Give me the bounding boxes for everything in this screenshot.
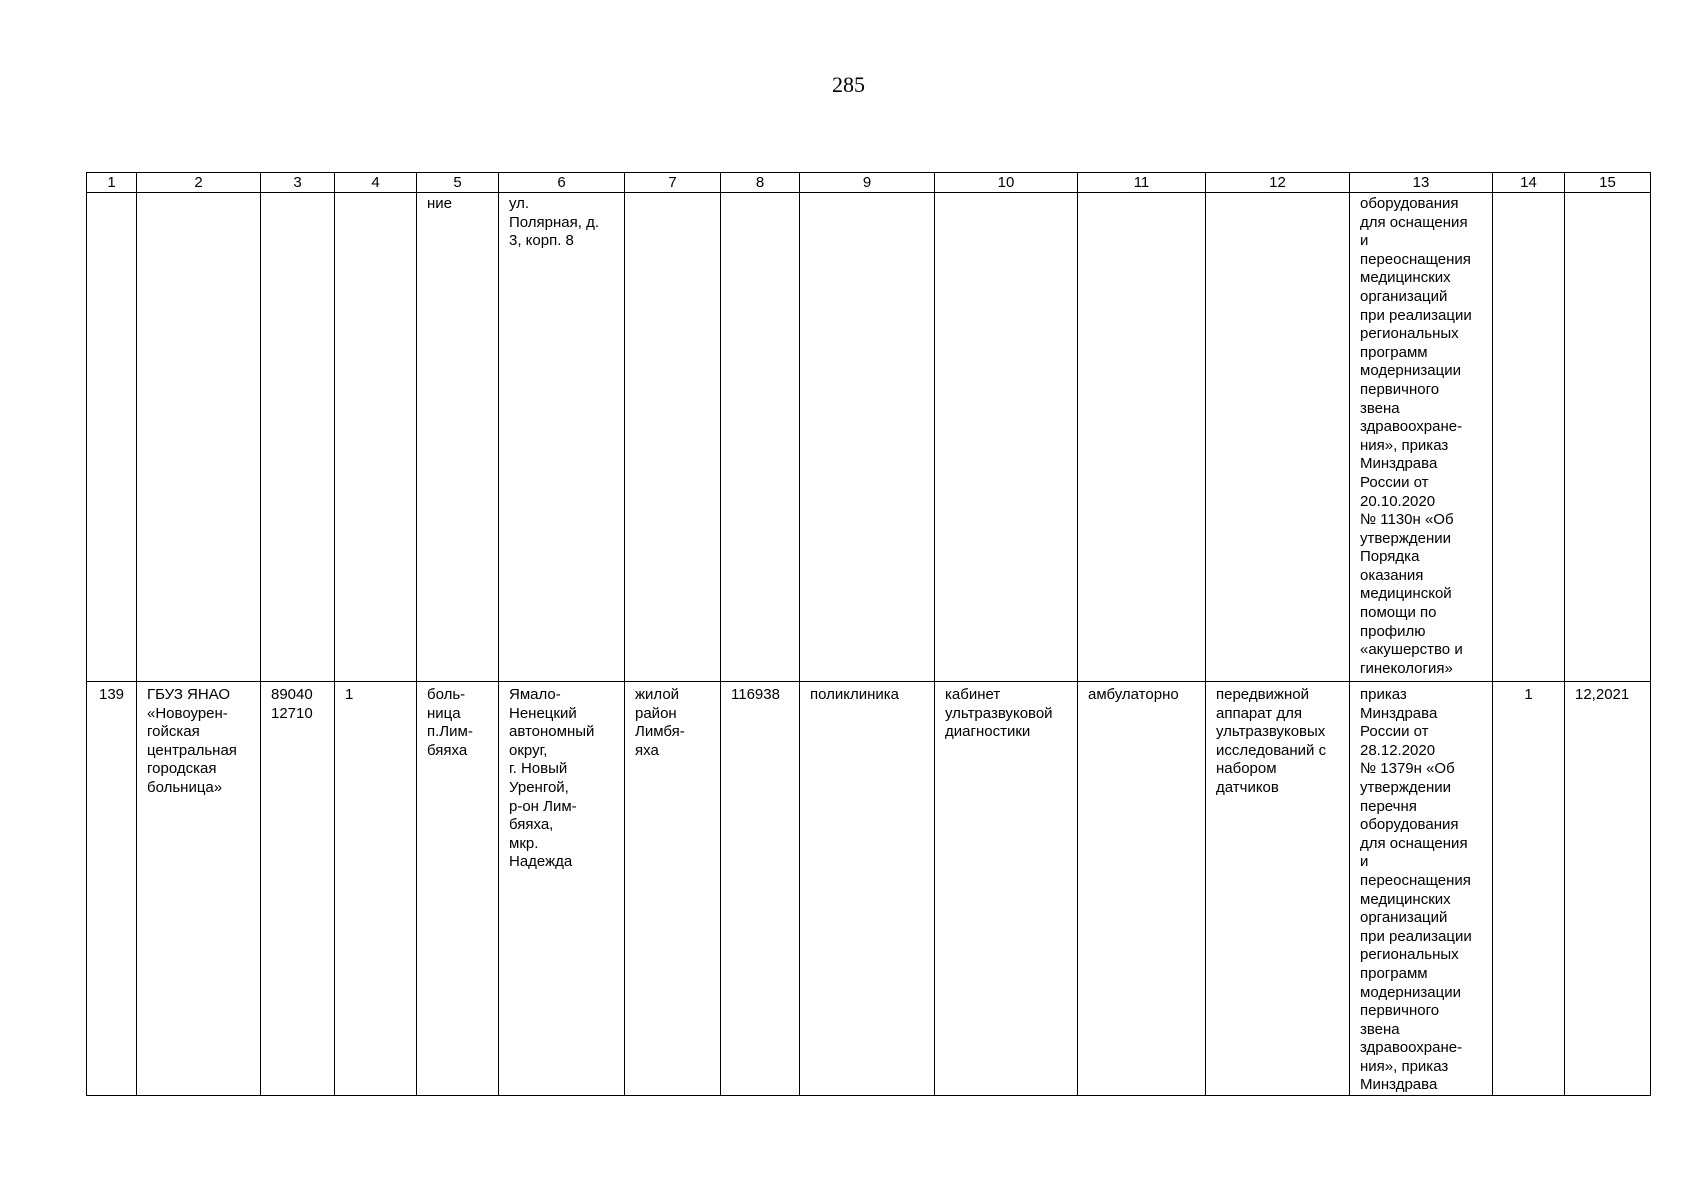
cell-text-line: р-он Лим- [509, 797, 577, 815]
cell-text-line: ГБУЗ ЯНАО [147, 686, 231, 703]
cell-text-line: для оснащения [1360, 834, 1468, 852]
cell-text-line: больница» [147, 778, 223, 796]
table-cell-col-5 [417, 682, 499, 1096]
cell-text-line: яха [635, 741, 659, 759]
cell-text-line: утверждении [1360, 529, 1452, 547]
cell-text-line: региональных [1360, 325, 1459, 343]
cell-text-line: кабинет [945, 686, 1001, 703]
cell-text-line: набором [1216, 760, 1277, 778]
column-number: 7 [625, 173, 721, 193]
cell-text-line: профилю [1360, 622, 1426, 640]
cell-text-line: «Новоурен- [147, 704, 228, 722]
cell-text-line: п.Лим- [427, 723, 473, 741]
table-cell-col-1 [87, 682, 137, 1096]
cell-text-line: 89040 [271, 686, 313, 703]
column-number: 1 [87, 173, 137, 193]
column-number: 9 [800, 173, 935, 193]
table-cell-col-13 [1350, 682, 1493, 1096]
table-cell-col-6 [499, 682, 625, 1096]
table-cell-col-7 [625, 682, 721, 1096]
cell-text-line: мкр. [509, 834, 539, 852]
column-number-row [87, 173, 1651, 193]
table-cell-col-14 [1493, 193, 1565, 682]
table-cell-col-12 [1206, 193, 1350, 682]
column-number: 5 [417, 173, 499, 193]
cell-text-line: передвижной [1216, 686, 1309, 703]
table-cell-col-3 [261, 193, 335, 682]
cell-text-line: автономный [509, 723, 595, 741]
cell-text-line: ул. [509, 195, 530, 212]
table-cell-col-10 [935, 682, 1078, 1096]
cell-text-line: исследований с [1216, 741, 1327, 759]
cell-text-line: при реализации [1360, 927, 1472, 945]
cell-text-line: модернизации [1360, 362, 1461, 380]
cell-text-line: региональных [1360, 946, 1459, 964]
table-cell-col-7 [625, 193, 721, 682]
cell-text-line: для оснащения [1360, 213, 1468, 231]
cell-text-line: 1 [1524, 686, 1533, 703]
cell-text-line: оборудования [1360, 195, 1459, 212]
table-cell-col-11 [1078, 682, 1206, 1096]
cell-text-line: центральная [147, 741, 237, 759]
table-cell-col-15 [1565, 193, 1651, 682]
cell-text-line: медицинских [1360, 269, 1451, 287]
table-cell-col-9 [800, 193, 935, 682]
cell-text-line: России от [1360, 473, 1429, 491]
cell-text-line: организаций [1360, 909, 1448, 927]
table-row [87, 193, 1651, 682]
cell-text-line: округ, [509, 741, 548, 759]
cell-text-line: Полярная, д. [509, 213, 600, 231]
cell-text-line: переоснащения [1360, 871, 1471, 889]
cell-text-line: поликлиника [810, 686, 900, 703]
cell-text-line: звена [1360, 399, 1400, 417]
table-cell-col-1 [87, 193, 137, 682]
cell-text-line: приказ [1360, 686, 1407, 703]
column-number: 12 [1206, 173, 1350, 193]
cell-text-line: здравоохране- [1360, 1039, 1463, 1057]
cell-text-line: 116938 [731, 686, 780, 703]
table-cell-col-6 [499, 193, 625, 682]
cell-text-line: Минздрава [1360, 455, 1438, 473]
column-number: 2 [137, 173, 261, 193]
table-cell-col-9 [800, 682, 935, 1096]
cell-text-line: Надежда [509, 853, 573, 871]
cell-text-line: России от [1360, 723, 1429, 741]
cell-text-line: первичного [1360, 1002, 1440, 1020]
cell-text-line: 12710 [271, 704, 313, 722]
cell-text-line: здравоохране- [1360, 418, 1463, 436]
cell-text-line: звена [1360, 1020, 1400, 1038]
cell-text-line: район [635, 704, 677, 722]
column-number: 8 [721, 173, 800, 193]
table-cell-col-11 [1078, 193, 1206, 682]
cell-text-line: оказания [1360, 566, 1424, 584]
table-cell-col-13 [1350, 193, 1493, 682]
cell-text-line: Порядка [1360, 548, 1420, 566]
cell-text-line: ультразвуковых [1216, 723, 1326, 741]
cell-text-line: оборудования [1360, 816, 1459, 834]
column-number: 6 [499, 173, 625, 193]
cell-text-line: Уренгой, [509, 778, 569, 796]
cell-text-line: «акушерство и [1360, 641, 1463, 659]
table-row [87, 682, 1651, 1096]
table-cell-col-3 [261, 682, 335, 1096]
column-number: 11 [1078, 173, 1206, 193]
cell-text-line: жилой [635, 686, 680, 703]
data-table [86, 172, 1651, 1096]
table-cell-col-4 [335, 193, 417, 682]
column-number: 3 [261, 173, 335, 193]
column-number: 14 [1493, 173, 1565, 193]
column-number: 15 [1565, 173, 1651, 193]
table-cell-col-5 [417, 193, 499, 682]
table-cell-col-4 [335, 682, 417, 1096]
cell-text-line: Ненецкий [509, 704, 577, 722]
cell-text-line: программ [1360, 964, 1428, 982]
table-cell-col-8 [721, 682, 800, 1096]
table-cell-col-8 [721, 193, 800, 682]
cell-text-line: датчиков [1216, 778, 1279, 796]
cell-text-line: медицинской [1360, 585, 1452, 603]
cell-text-line: модернизации [1360, 983, 1461, 1001]
cell-text-line: ние [427, 195, 453, 212]
cell-text-line: Ямало- [509, 686, 561, 703]
column-number: 13 [1350, 173, 1493, 193]
cell-text-line: диагностики [945, 723, 1031, 741]
cell-text-line: г. Новый [509, 760, 568, 778]
cell-text-line: Минздрава [1360, 1076, 1438, 1094]
table-cell-col-10 [935, 193, 1078, 682]
column-number: 10 [935, 173, 1078, 193]
cell-text-line: боль- [427, 686, 466, 703]
cell-text-line: и [1360, 232, 1369, 250]
cell-text-line: амбулаторно [1088, 686, 1179, 703]
cell-text-line: ультразвуковой [945, 704, 1053, 722]
cell-text-line: при реализации [1360, 306, 1472, 324]
cell-text-line: бяяха [427, 741, 468, 759]
cell-text-line: № 1130н «Об [1360, 511, 1454, 529]
column-number: 4 [335, 173, 417, 193]
cell-text-line: утверждении [1360, 778, 1452, 796]
cell-text-line: 139 [98, 686, 125, 703]
cell-text-line: ния», приказ [1360, 436, 1449, 454]
cell-text-line: первичного [1360, 380, 1440, 398]
cell-text-line: медицинских [1360, 890, 1451, 908]
cell-text-line: Минздрава [1360, 704, 1438, 722]
table-cell-col-2 [137, 193, 261, 682]
cell-text-line: гойская [147, 723, 200, 741]
cell-text-line: программ [1360, 343, 1428, 361]
cell-text-line: гинекология» [1360, 659, 1453, 677]
table-cell-col-14 [1493, 682, 1565, 1096]
cell-text-line: 28.12.2020 [1360, 741, 1436, 759]
cell-text-line: 1 [345, 686, 354, 703]
cell-text-line: 12,2021 [1575, 686, 1630, 703]
cell-text-line: аппарат для [1216, 704, 1302, 722]
cell-text-line: 20.10.2020 [1360, 492, 1436, 510]
table-cell-col-15 [1565, 682, 1651, 1096]
cell-text-line: городская [147, 760, 217, 778]
cell-text-line: Лимбя- [635, 723, 685, 741]
cell-text-line: переоснащения [1360, 250, 1471, 268]
cell-text-line: помощи по [1360, 604, 1437, 622]
cell-text-line: 3, корп. 8 [509, 232, 574, 250]
cell-text-line: перечня [1360, 797, 1417, 815]
cell-text-line: и [1360, 853, 1369, 871]
table-cell-col-12 [1206, 682, 1350, 1096]
table-cell-col-2 [137, 682, 261, 1096]
cell-text-line: бяяха, [509, 816, 554, 834]
cell-text-line: ния», приказ [1360, 1057, 1449, 1075]
cell-text-line: организаций [1360, 287, 1448, 305]
cell-text-line: № 1379н «Об [1360, 760, 1455, 778]
page-number: 285 [832, 72, 865, 97]
cell-text-line: ница [427, 704, 461, 722]
